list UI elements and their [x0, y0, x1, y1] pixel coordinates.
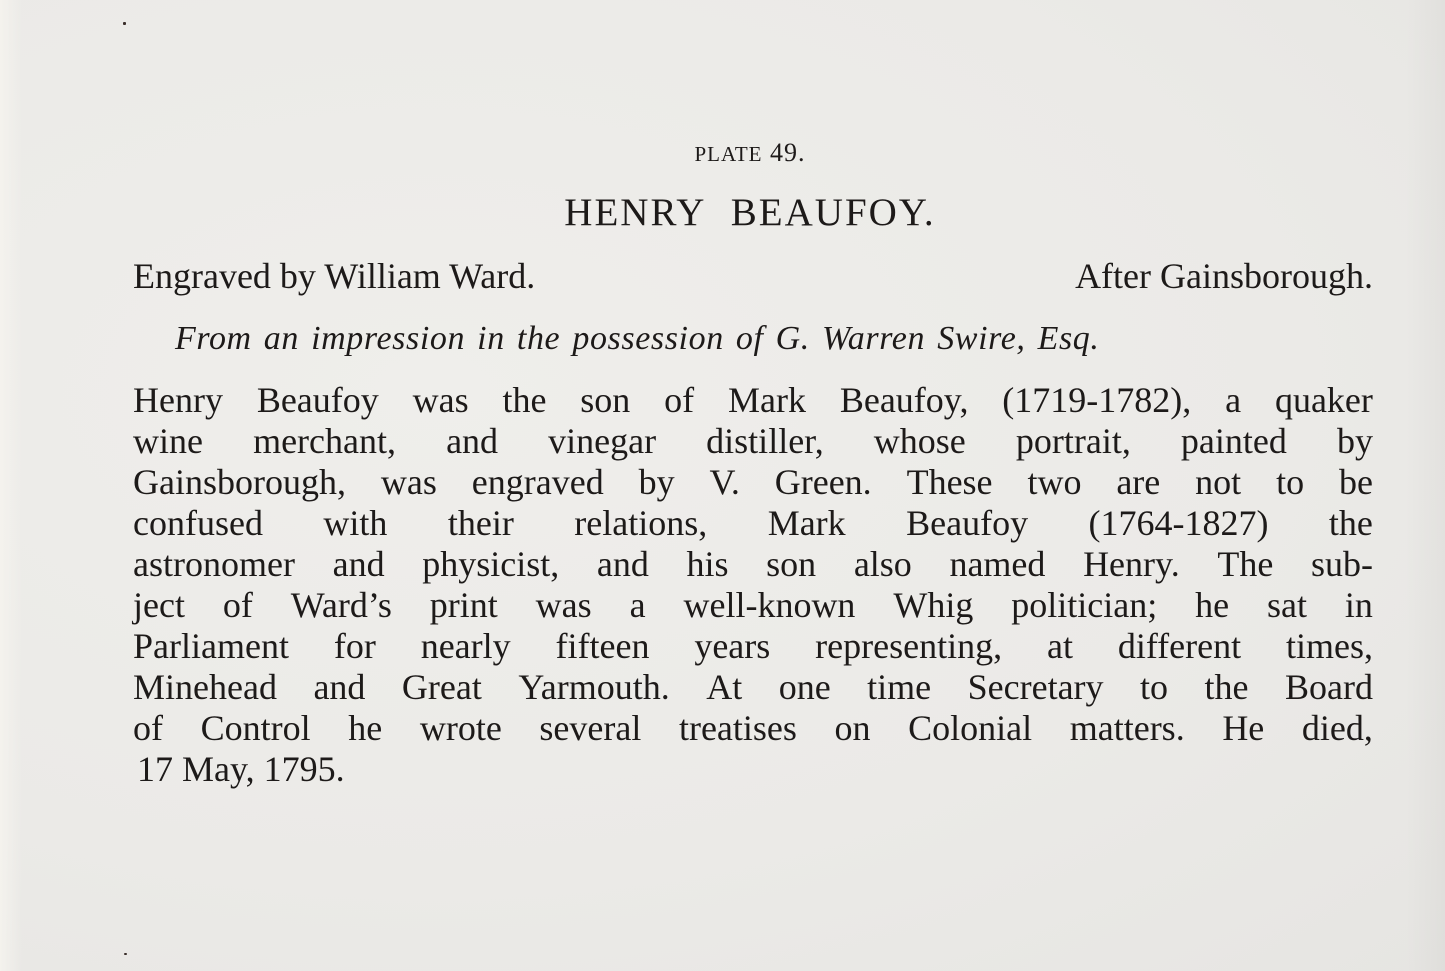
word: print	[429, 585, 498, 625]
word: Ward’s	[290, 585, 392, 625]
word: painted	[1180, 421, 1287, 461]
word: by	[1336, 421, 1373, 461]
word: his	[686, 544, 729, 584]
word: relations,	[574, 503, 708, 543]
word: treatises	[678, 708, 797, 748]
word: of	[133, 708, 163, 748]
word: also	[853, 544, 912, 584]
word: different	[1117, 626, 1242, 666]
word: The	[1217, 544, 1274, 584]
word: astronomer	[133, 544, 295, 584]
body-line	[133, 462, 1373, 503]
word: Mark	[767, 503, 846, 543]
paper-speck	[124, 953, 127, 955]
word: confused	[133, 503, 263, 543]
word: to	[1276, 462, 1305, 502]
word: merchant,	[253, 421, 396, 461]
word: and	[313, 667, 366, 707]
word: nearly	[420, 626, 511, 666]
word: a	[1225, 380, 1242, 420]
provenance-note: From an impression in the possession of G. Warren Swire, Esq.	[175, 320, 1100, 357]
credits-line	[133, 255, 1373, 297]
word: times,	[1286, 626, 1373, 666]
word: years	[694, 626, 771, 666]
artist-credit: After Gainsborough.	[1075, 256, 1373, 296]
body-line-words	[133, 462, 1373, 503]
body-line-words	[133, 585, 1373, 626]
word: well-known	[683, 585, 856, 625]
word: of	[664, 380, 695, 420]
word: vinegar	[548, 421, 657, 461]
word: Green.	[774, 462, 872, 502]
word: the	[1204, 667, 1249, 707]
word: Gainsborough,	[133, 462, 346, 502]
word: distiller,	[706, 421, 824, 461]
word: time	[867, 667, 932, 707]
word: Parliament	[133, 626, 289, 666]
word: was	[535, 585, 592, 625]
word: V.	[709, 462, 740, 502]
word: Whig	[893, 585, 974, 625]
word: Control	[200, 708, 311, 748]
word: are	[1116, 462, 1161, 502]
word: (1764-1827)	[1088, 503, 1269, 543]
word: Henry	[133, 380, 223, 420]
word: Great	[401, 667, 482, 707]
word: whose	[873, 421, 966, 461]
word: quaker	[1274, 380, 1373, 420]
word: sub-	[1310, 544, 1373, 584]
word: representing,	[815, 626, 1003, 666]
word: He	[1222, 708, 1265, 748]
word: in	[1344, 585, 1373, 625]
word: for	[333, 626, 376, 666]
word: he	[348, 708, 383, 748]
body-line	[133, 421, 1373, 462]
word: physicist,	[422, 544, 560, 584]
body-line-words	[133, 708, 1373, 749]
word: Beaufoy	[256, 380, 379, 420]
word: died,	[1301, 708, 1373, 748]
word: the	[1328, 503, 1373, 543]
word: Beaufoy,	[839, 380, 969, 420]
paper-speck	[123, 22, 126, 25]
word: named	[949, 544, 1046, 584]
page-title: HENRY BEAUFOY.	[564, 191, 936, 234]
body-line	[133, 708, 1373, 749]
word: he	[1195, 585, 1230, 625]
plate-number: 49.	[770, 138, 806, 167]
word: of	[222, 585, 253, 625]
body-line-words	[133, 626, 1373, 667]
body-line	[133, 585, 1373, 626]
word: not	[1195, 462, 1242, 502]
body-line-words	[133, 503, 1373, 544]
word: (1719-1782),	[1002, 380, 1192, 420]
word: and	[446, 421, 499, 461]
word: fifteen	[555, 626, 650, 666]
word: Colonial	[908, 708, 1033, 748]
body-line	[133, 503, 1373, 544]
word: be	[1338, 462, 1373, 502]
word: Mark	[728, 380, 806, 420]
word: Yarmouth.	[518, 667, 670, 707]
word: wine	[133, 421, 203, 461]
word: These	[906, 462, 993, 502]
word: engraved	[471, 462, 604, 502]
word: on	[834, 708, 871, 748]
word: Henry.	[1083, 544, 1180, 584]
body-line-words	[133, 667, 1373, 708]
body-line	[133, 667, 1373, 708]
word: at	[1046, 626, 1073, 666]
word: to	[1140, 667, 1169, 707]
body-line	[133, 626, 1373, 667]
word: a	[629, 585, 646, 625]
word: portrait,	[1015, 421, 1131, 461]
word: Secretary	[967, 667, 1104, 707]
word: and	[596, 544, 649, 584]
word: two	[1027, 462, 1082, 502]
word: was	[412, 380, 469, 420]
word: and	[332, 544, 385, 584]
word: matters.	[1069, 708, 1185, 748]
word: one	[778, 667, 831, 707]
engraver-credit: Engraved by William Ward.	[133, 256, 536, 296]
body-paragraph	[133, 380, 1373, 790]
word: with	[323, 503, 388, 543]
word: son	[580, 380, 631, 420]
body-line-words	[133, 544, 1373, 585]
plate-label: PLATE	[694, 142, 763, 166]
word: At	[706, 667, 743, 707]
word: wrote	[419, 708, 502, 748]
word: son	[766, 544, 817, 584]
body-line	[133, 544, 1373, 585]
plate-heading	[0, 138, 1445, 168]
word: by	[638, 462, 675, 502]
word: ject	[133, 585, 185, 625]
body-line: 17 May, 1795.	[137, 749, 345, 789]
word: Board	[1285, 667, 1373, 707]
word: was	[380, 462, 437, 502]
word: Beaufoy	[906, 503, 1029, 543]
body-line	[133, 380, 1373, 421]
word: several	[539, 708, 642, 748]
body-line-words	[133, 380, 1373, 421]
body-line-words	[133, 421, 1373, 462]
word: their	[447, 503, 514, 543]
word: sat	[1267, 585, 1307, 625]
word: the	[502, 380, 547, 420]
word: politician;	[1011, 585, 1158, 625]
word: Minehead	[133, 667, 277, 707]
